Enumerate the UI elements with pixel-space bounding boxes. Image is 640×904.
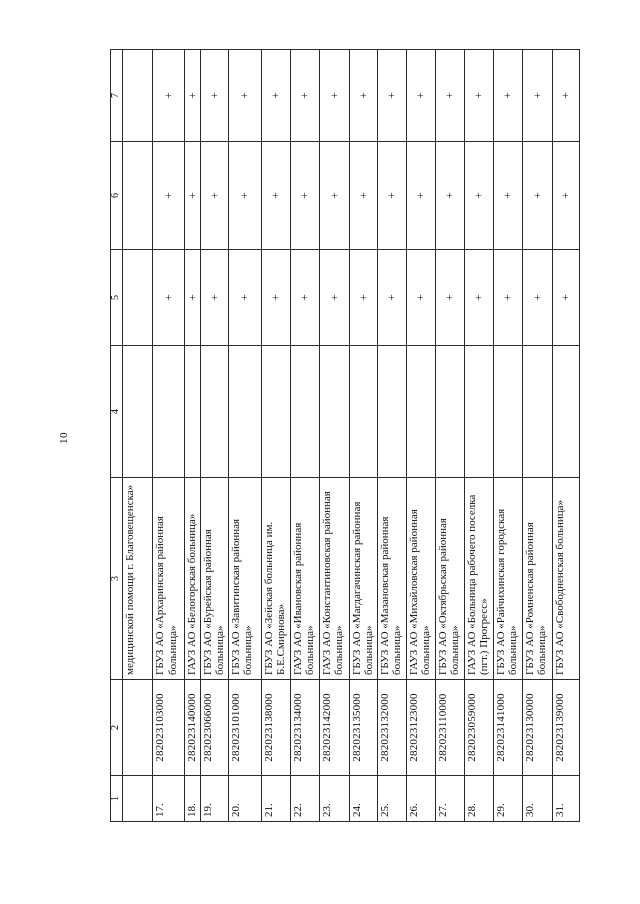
- row-number: 27.: [435, 776, 464, 822]
- col7-mark: +: [200, 50, 228, 142]
- col7-mark: +: [406, 50, 435, 142]
- col6-mark: +: [377, 142, 406, 250]
- header-cell-5: 5: [111, 250, 123, 346]
- col4-mark: [464, 346, 493, 478]
- header-cell-4: 4: [111, 346, 123, 478]
- col4-mark: [185, 346, 201, 478]
- col6-mark: [123, 142, 153, 250]
- col6-mark: +: [200, 142, 228, 250]
- col7-mark: +: [349, 50, 377, 142]
- row-number: 21.: [261, 776, 290, 822]
- col5-mark: +: [319, 250, 349, 346]
- row-number: 29.: [493, 776, 522, 822]
- institution-name: ГБУЗ АО «Бурейская районная больница»: [200, 478, 228, 680]
- col5-mark: +: [377, 250, 406, 346]
- table-row: [377, 50, 406, 822]
- col5-mark: +: [493, 250, 522, 346]
- table-row: [319, 50, 349, 822]
- institution-name: ГАУЗ АО «Белогорская больница»: [185, 478, 201, 680]
- col7-mark: +: [290, 50, 319, 142]
- institutions-table: [110, 49, 580, 822]
- col6-mark: +: [153, 142, 185, 250]
- col5-mark: +: [349, 250, 377, 346]
- col7-mark: [123, 50, 153, 142]
- institution-name: ГБУЗ АО «Ромненская районная больница»: [522, 478, 552, 680]
- row-code: 282023110000: [435, 680, 464, 776]
- col5-mark: +: [552, 250, 579, 346]
- header-cell-6: 6: [111, 142, 123, 250]
- col5-mark: +: [200, 250, 228, 346]
- table-row: [290, 50, 319, 822]
- row-code: 282023140000: [185, 680, 201, 776]
- col6-mark: +: [319, 142, 349, 250]
- col4-mark: [153, 346, 185, 478]
- col6-mark: +: [464, 142, 493, 250]
- institution-name: ГАУЗ АО «Константиновская районная больница»: [319, 478, 349, 680]
- row-number: 25.: [377, 776, 406, 822]
- table-row: [464, 50, 493, 822]
- col7-mark: +: [261, 50, 290, 142]
- col4-mark: [349, 346, 377, 478]
- header-row: [111, 50, 123, 822]
- institution-name: ГБУЗ АО «Магдагачинская районная больница»: [349, 478, 377, 680]
- col4-mark: [493, 346, 522, 478]
- table-row: [153, 50, 185, 822]
- col6-mark: +: [552, 142, 579, 250]
- row-code: 282023132000: [377, 680, 406, 776]
- col7-mark: +: [377, 50, 406, 142]
- col4-mark: [522, 346, 552, 478]
- col5-mark: +: [153, 250, 185, 346]
- institution-name: ГБУЗ АО «Архаринская районная больница»: [153, 478, 185, 680]
- row-code: 282023142000: [319, 680, 349, 776]
- header-cell-2: 2: [111, 680, 123, 776]
- row-code: 282023123000: [406, 680, 435, 776]
- col5-mark: +: [228, 250, 261, 346]
- row-number: 22.: [290, 776, 319, 822]
- table-row: [185, 50, 201, 822]
- row-code: 282023134000: [290, 680, 319, 776]
- col5-mark: +: [406, 250, 435, 346]
- col7-mark: +: [493, 50, 522, 142]
- table-row: [552, 50, 579, 822]
- col4-mark: [200, 346, 228, 478]
- col7-mark: +: [522, 50, 552, 142]
- col7-mark: +: [228, 50, 261, 142]
- col4-mark: [261, 346, 290, 478]
- row-number: [123, 776, 153, 822]
- col7-mark: +: [319, 50, 349, 142]
- col6-mark: +: [435, 142, 464, 250]
- col7-mark: +: [435, 50, 464, 142]
- row-number: 28.: [464, 776, 493, 822]
- institution-name: ГАУЗ АО «Больница рабочего поселка (пгт.) Прогресс»: [464, 478, 493, 680]
- col5-mark: +: [464, 250, 493, 346]
- institution-name: ГБУЗ АО «Райчихинская городская больница»: [493, 478, 522, 680]
- continuation-row: [123, 50, 153, 822]
- col4-mark: [290, 346, 319, 478]
- header-cell-1: 1: [111, 776, 123, 822]
- col6-mark: +: [290, 142, 319, 250]
- col5-mark: +: [435, 250, 464, 346]
- row-code: 282023135000: [349, 680, 377, 776]
- header-cell-3: 3: [111, 478, 123, 680]
- col4-mark: [228, 346, 261, 478]
- row-code: [123, 680, 153, 776]
- institution-name: ГАУЗ АО «Михайловская районная больница»: [406, 478, 435, 680]
- row-code: 282023138000: [261, 680, 290, 776]
- col4-mark: [377, 346, 406, 478]
- row-number: 19.: [200, 776, 228, 822]
- col6-mark: +: [493, 142, 522, 250]
- row-number: 26.: [406, 776, 435, 822]
- row-code: 282023101000: [228, 680, 261, 776]
- col4-mark: [123, 346, 153, 478]
- col4-mark: [319, 346, 349, 478]
- row-number: 24.: [349, 776, 377, 822]
- row-number: 30.: [522, 776, 552, 822]
- col5-mark: +: [522, 250, 552, 346]
- col7-mark: +: [552, 50, 579, 142]
- row-number: 18.: [185, 776, 201, 822]
- col6-mark: +: [349, 142, 377, 250]
- row-number: 17.: [153, 776, 185, 822]
- table-row: [349, 50, 377, 822]
- institution-name: ГБУЗ АО «Завитинская районная больница»: [228, 478, 261, 680]
- col5-mark: [123, 250, 153, 346]
- col6-mark: +: [406, 142, 435, 250]
- institution-name: ГБУЗ АО «Зейская больница им. Б.Е.Смирнова»: [261, 478, 290, 680]
- institution-name: ГБУЗ АО «Октябрьская районная больница»: [435, 478, 464, 680]
- row-code: 282023059000: [464, 680, 493, 776]
- table-body: [111, 50, 580, 822]
- institution-name: ГБУЗ АО «Мазановская районная больница»: [377, 478, 406, 680]
- row-number: 31.: [552, 776, 579, 822]
- institution-name: медицинской помощи г. Благовещенска»: [123, 478, 153, 680]
- row-code: 282023139000: [552, 680, 579, 776]
- col4-mark: [406, 346, 435, 478]
- col7-mark: +: [153, 50, 185, 142]
- row-code: 282023141000: [493, 680, 522, 776]
- col6-mark: +: [185, 142, 201, 250]
- row-code: 282023066000: [200, 680, 228, 776]
- table-row: [493, 50, 522, 822]
- col4-mark: [552, 346, 579, 478]
- col4-mark: [435, 346, 464, 478]
- row-number: 20.: [228, 776, 261, 822]
- table-row: [406, 50, 435, 822]
- header-cell-7: 7: [111, 50, 123, 142]
- col5-mark: +: [261, 250, 290, 346]
- col7-mark: +: [185, 50, 201, 142]
- col7-mark: +: [464, 50, 493, 142]
- table-row: [522, 50, 552, 822]
- table-row: [435, 50, 464, 822]
- col5-mark: +: [290, 250, 319, 346]
- col5-mark: +: [185, 250, 201, 346]
- row-code: 282023130000: [522, 680, 552, 776]
- col6-mark: +: [522, 142, 552, 250]
- table-row: [228, 50, 261, 822]
- row-number: 23.: [319, 776, 349, 822]
- page-number: 10: [58, 432, 70, 444]
- table-row: [261, 50, 290, 822]
- table-row: [200, 50, 228, 822]
- institution-name: ГБУЗ АО «Свободненская больница»: [552, 478, 579, 680]
- institution-name: ГАУЗ АО «Ивановская районная больница»: [290, 478, 319, 680]
- col6-mark: +: [228, 142, 261, 250]
- rotated-table-wrapper: [110, 50, 580, 822]
- row-code: 282023103000: [153, 680, 185, 776]
- col6-mark: +: [261, 142, 290, 250]
